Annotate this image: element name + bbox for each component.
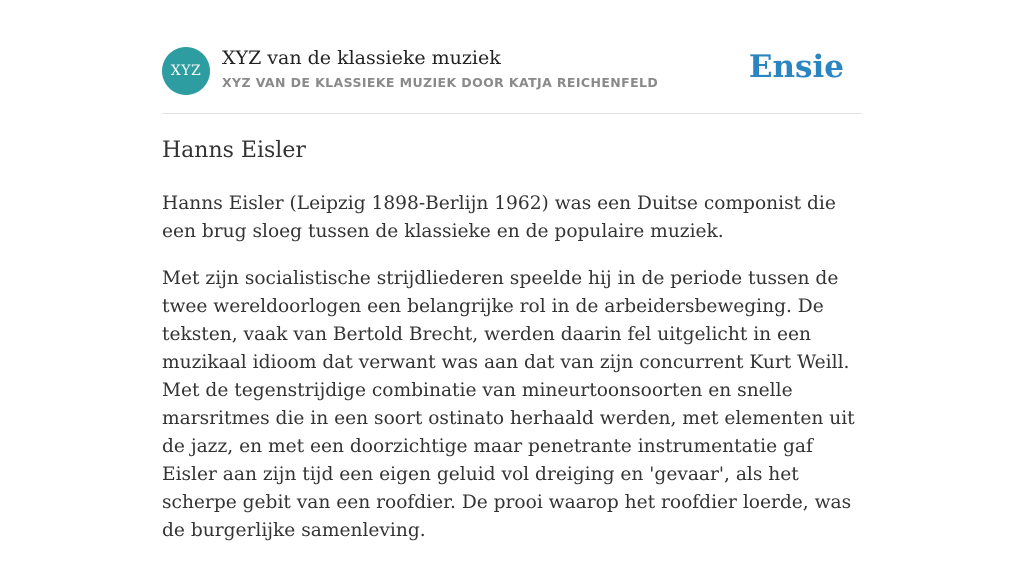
header (162, 47, 862, 95)
article-title: Hanns Eisler (162, 138, 306, 163)
divider (162, 113, 862, 114)
article-paragraph: Met zijn socialistische strijdliederen speelde hij in de periode tussen de twee wereldoorlogen een belangrijke rol in de arbeidersbeweging. De teksten, vaak van Bertold Brecht, werden daarin fel uitgelicht in een muzikaal idioom dat verwant was aan dat van zijn concurrent Kurt Weill. Met de tegenstrijdige combinatie van mineurtoonsoorten en snelle marsritmes die in een soort ostinato herhaald werden, met elementen uit de jazz, en met een doorzichtige maar penetrante instrumentatie gaf Eisler aan zijn tijd een eigen geluid vol dreiging en 'gevaar', als het scherpe gebit van een roofdier. De prooi waarop het roofdier loerde, was de burgerlijke samenleving. (162, 268, 855, 541)
source-subtitle: XYZ VAN DE KLASSIEKE MUZIEK DOOR KATJA REICHENFELD (222, 75, 659, 90)
article-paragraph: Hanns Eisler (Leipzig 1898-Berlijn 1962) was een Duitse componist die een brug sloeg tussen de klassieke en de populaire muziek. (162, 193, 836, 242)
brand-logo[interactable]: Ensie (748, 49, 844, 85)
article-body (162, 190, 870, 564)
source-title[interactable]: XYZ van de klassieke muziek (222, 47, 501, 69)
avatar[interactable]: XYZ (162, 47, 210, 95)
